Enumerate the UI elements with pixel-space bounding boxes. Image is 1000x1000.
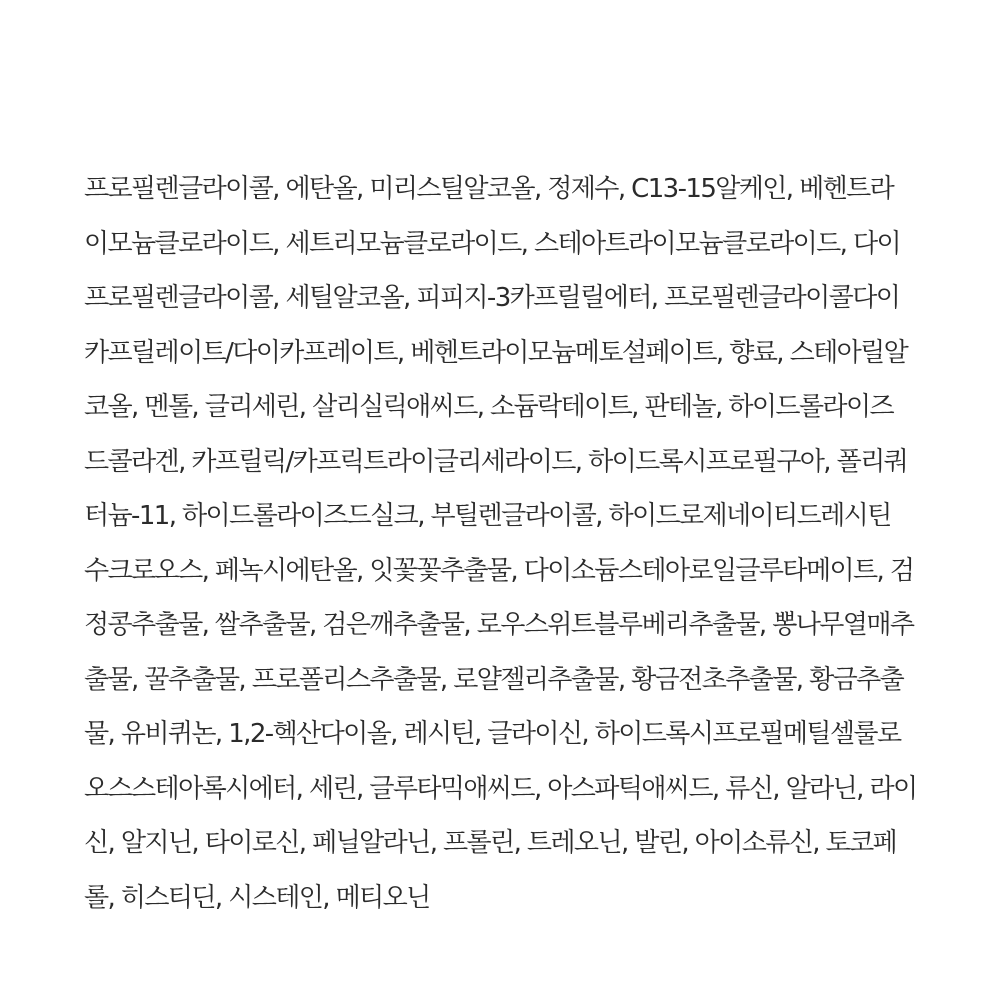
ingredient-line: 물, 유비퀴논, 1,2-헥산다이올, 레시틴, 글라이신, 하이드록시프로필메틸셀룰로	[84, 719, 901, 749]
ingredient-line: 드콜라겐, 카프릴릭/카프릭트라이글리세라이드, 하이드록시프로필구아, 폴리쿼	[84, 446, 908, 477]
ingredient-line: 수크로오스, 페녹시에탄올, 잇꽃꽃추출물, 다이소듐스테아로일글루타메이트, 검	[84, 555, 914, 586]
ingredient-line: 프로필렌글라이콜, 에탄올, 미리스틸알코올, 정제수, C13-15알케인, 베헨트라	[84, 174, 894, 204]
ingredient-line: 정콩추출물, 쌀추출물, 검은깨추출물, 로우스위트블루베리추출물, 뽕나무열매추	[84, 610, 914, 640]
ingredient-line: 프로필렌글라이콜, 세틸알코올, 피피지-3카프릴릴에터, 프로필렌글라이콜다이	[84, 283, 900, 313]
ingredient-line: 출물, 꿀추출물, 프로폴리스추출물, 로얄젤리추출물, 황금전초추출물, 황금추출	[84, 664, 904, 695]
ingredient-line: 오스스테아록시에터, 세린, 글루타믹애씨드, 아스파틱애씨드, 류신, 알라닌, 라이	[84, 773, 917, 804]
ingredient-line: 카프릴레이트/다이카프레이트, 베헨트라이모늄메토설페이트, 향료, 스테아릴알	[84, 337, 908, 368]
ingredient-line: 롤, 히스티딘, 시스테인, 메티오닌	[84, 882, 430, 913]
ingredient-line: 이모늄클로라이드, 세트리모늄클로라이드, 스테아트라이모늄클로라이드, 다이	[84, 228, 901, 259]
ingredient-line: 터늄-11, 하이드롤라이즈드실크, 부틸렌글라이콜, 하이드로제네이티드레시틴	[84, 501, 891, 531]
ingredient-line: 코올, 멘톨, 글리세린, 살리실릭애씨드, 소듐락테이트, 판테놀, 하이드롤라이즈	[84, 392, 893, 422]
ingredient-line: 신, 알지닌, 타이로신, 페닐알라닌, 프롤린, 트레오닌, 발린, 아이소류신, 토코페	[84, 828, 897, 858]
ingredients-list	[84, 162, 924, 925]
